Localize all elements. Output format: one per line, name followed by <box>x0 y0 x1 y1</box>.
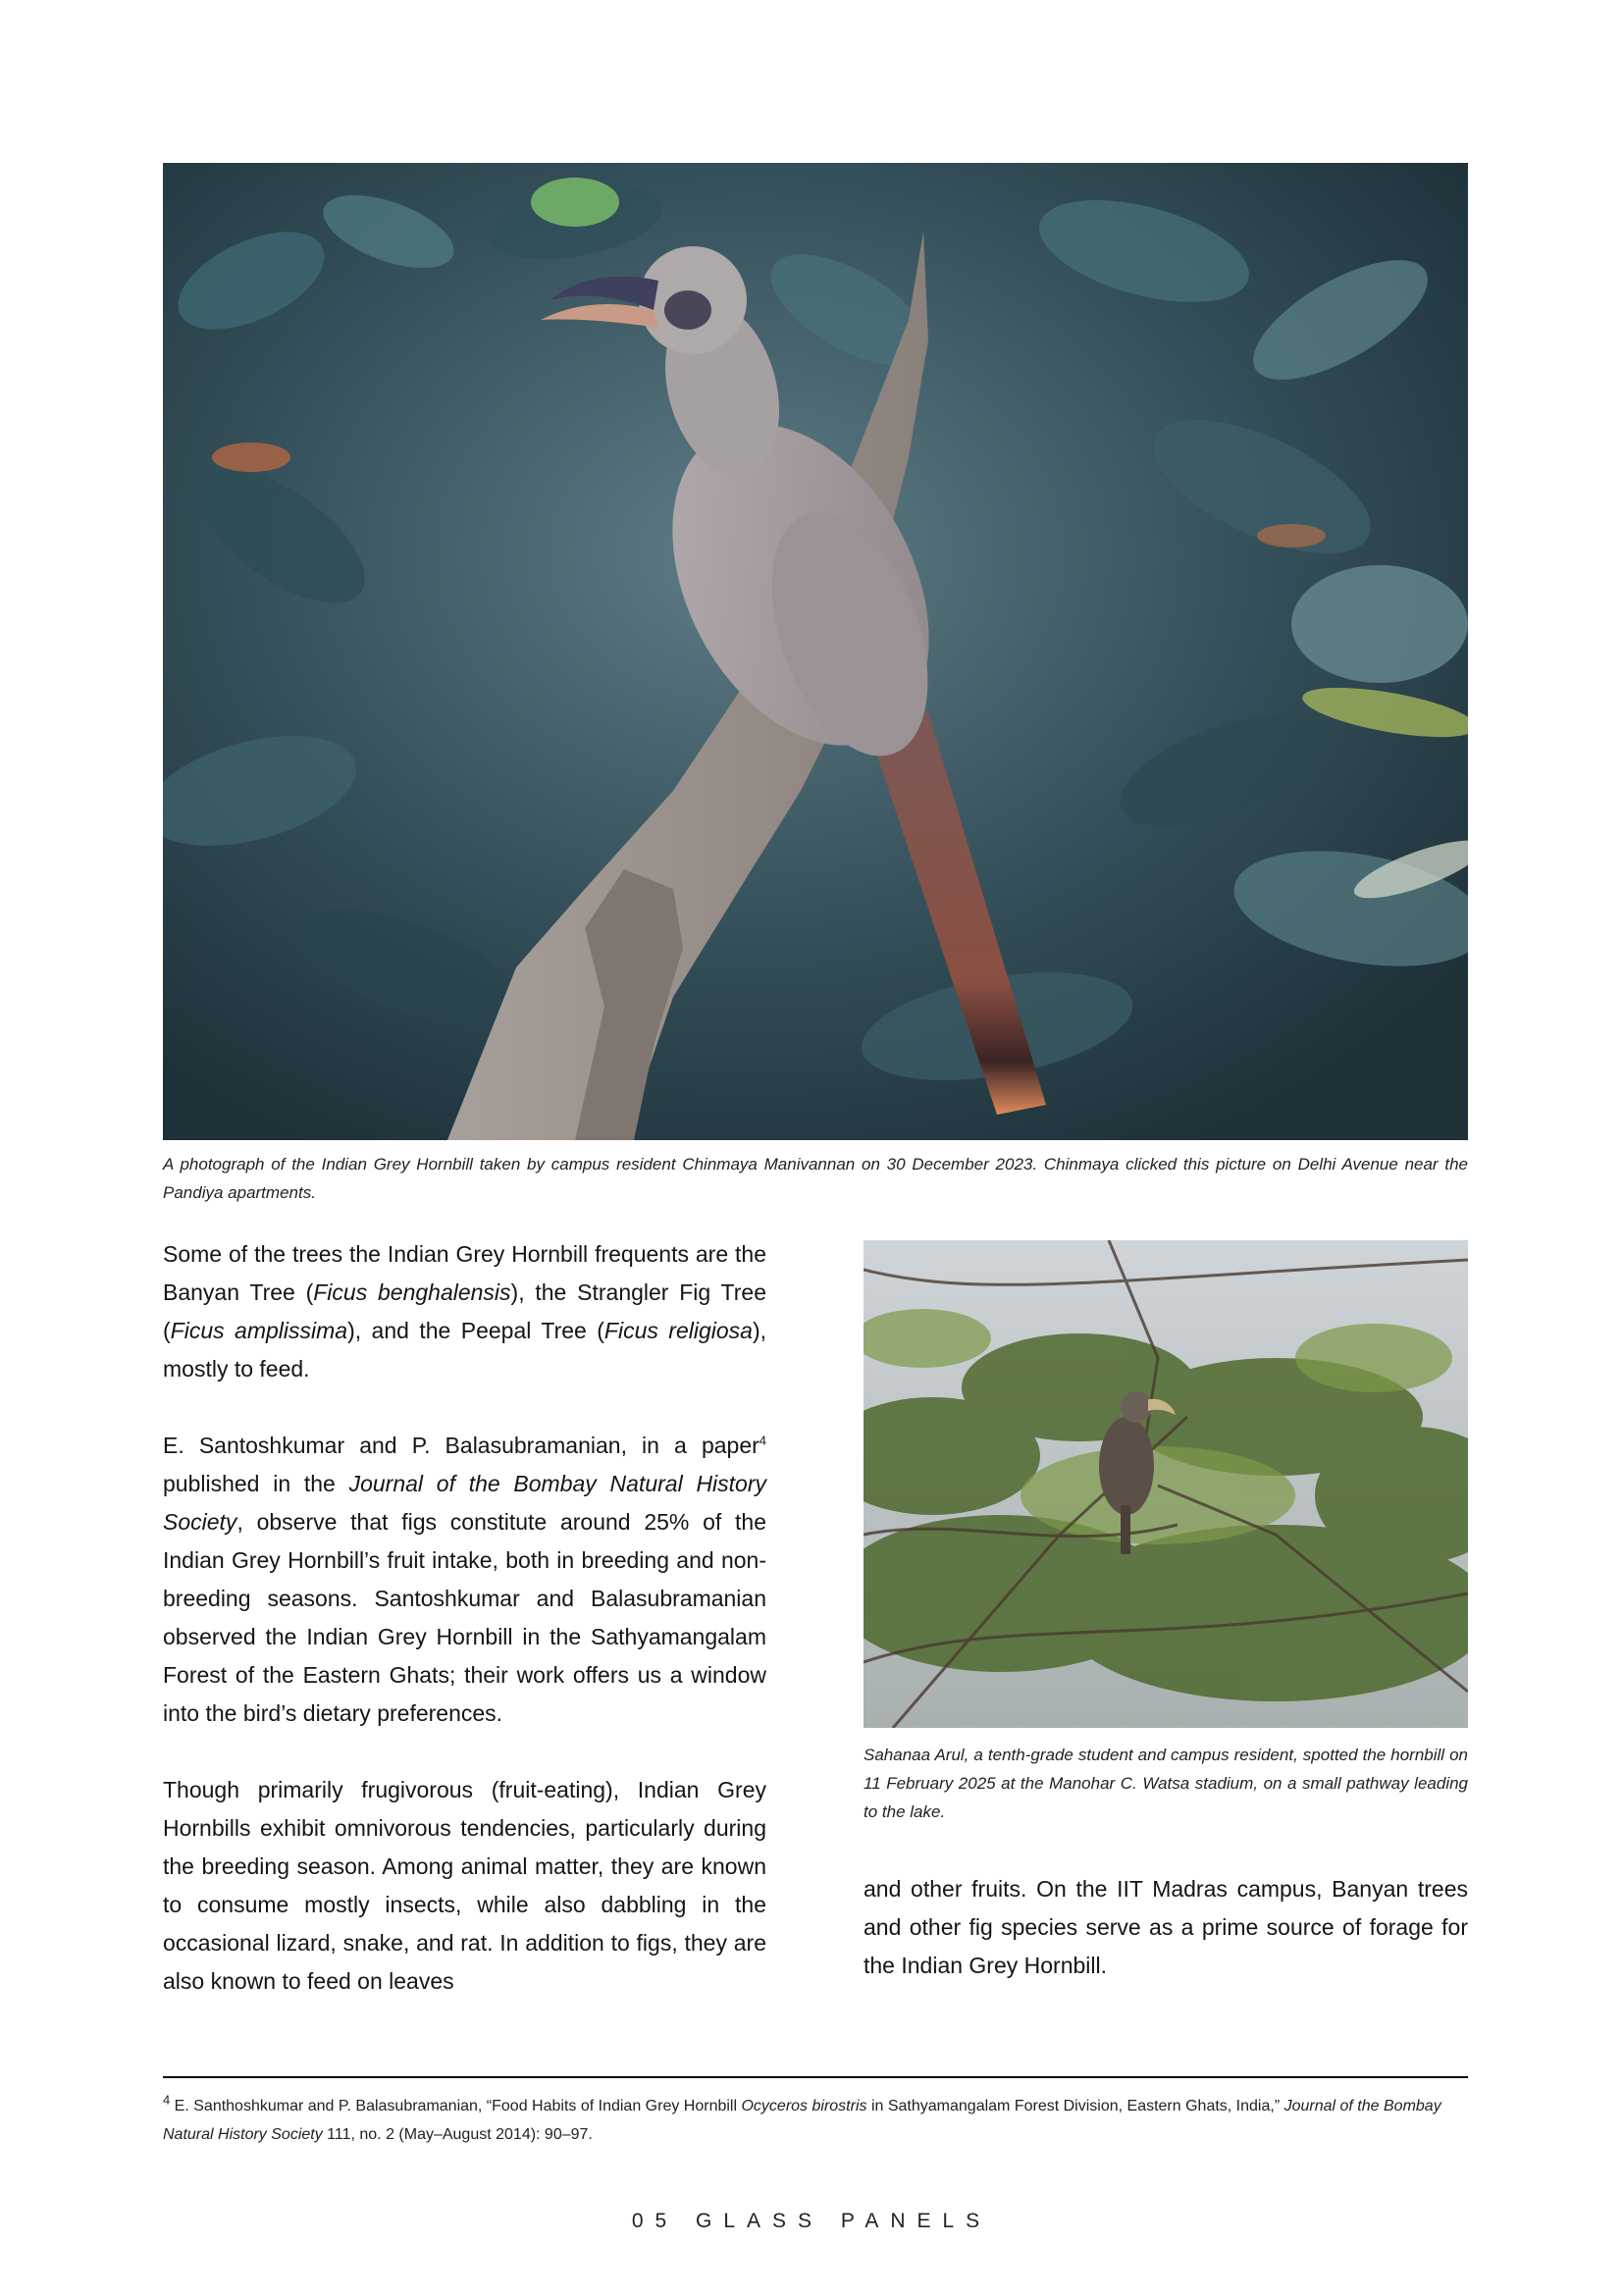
paragraph-trees: Some of the trees the Indian Grey Hornbill frequents are the Banyan Tree (Ficus benghalensis), the Strangler Fig Tree (Ficus amplissima), and the Peepal Tree (Ficus religiosa), mostly to feed. <box>163 1241 766 1382</box>
page-footer: 05 GLASS PANELS <box>631 2210 992 2232</box>
footnote-number: 4 <box>163 2092 171 2108</box>
footnote-divider <box>163 2076 1468 2078</box>
footnote-reference: 4 <box>759 1433 766 1448</box>
hornbill-in-tree-photo <box>864 1240 1468 1728</box>
hornbill-photo <box>163 163 1468 1140</box>
side-photo-caption: Sahanaa Arul, a tenth-grade student and campus resident, spotted the hornbill on 11 February 2025 at the Manohar C. Watsa stadium, on a small pathway leading to the lake. <box>864 1746 1468 1821</box>
hero-photo-caption: A photograph of the Indian Grey Hornbill taken by campus resident Chinmaya Manivannan on 30 December 2023. Chinmaya clicked this picture on Delhi Avenue near the Pandiya apartments. <box>163 1155 1468 1202</box>
hornbill-in-tree-photo-icon <box>864 1240 1468 1728</box>
paragraph-diet: Though primarily frugivorous (fruit-eating), Indian Grey Hornbills exhibit omnivorous tendencies, particularly during the breeding season. Among animal matter, they are known to consume mostly insects, while also dabbling in the occasional lizard, snake, and rat. In addition to figs, they are also known to feed on leaves <box>163 1777 766 1994</box>
article-column-left <box>163 1235 766 2039</box>
article-column-right <box>864 1870 1468 2023</box>
paragraph-continuation: and other fruits. On the IIT Madras campus, Banyan trees and other fig species serve as a prime source of forage for the Indian Grey Hornbill. <box>864 1876 1468 1978</box>
footnote: $^4$ E. Santhoshkumar and P. Balasubramanian, “Food Habits of Indian Grey Hornbill Ocyceros birostris in Sathyamangalam Forest Division, Eastern Ghats, India,” Journal of the Bombay Natural History Society 111, no. 2 (May–August 2014): 90–97. <box>163 2092 1441 2143</box>
paragraph-paper: E. Santoshkumar and P. Balasubramanian, in a paper$^4$ published in the Journal of the Bombay Natural History Society, observe that figs constitute around 25% of the Indian Grey Hornbill’s fruit intake, both in breeding and non-breeding seasons. Santoshkumar and Balasubramanian observed the Indian Grey Hornbill in the Sathyamangalam Forest of the Eastern Ghats; their work offers us a window into the bird’s dietary preferences. <box>163 1433 766 1726</box>
hornbill-photo-icon <box>163 163 1468 1140</box>
